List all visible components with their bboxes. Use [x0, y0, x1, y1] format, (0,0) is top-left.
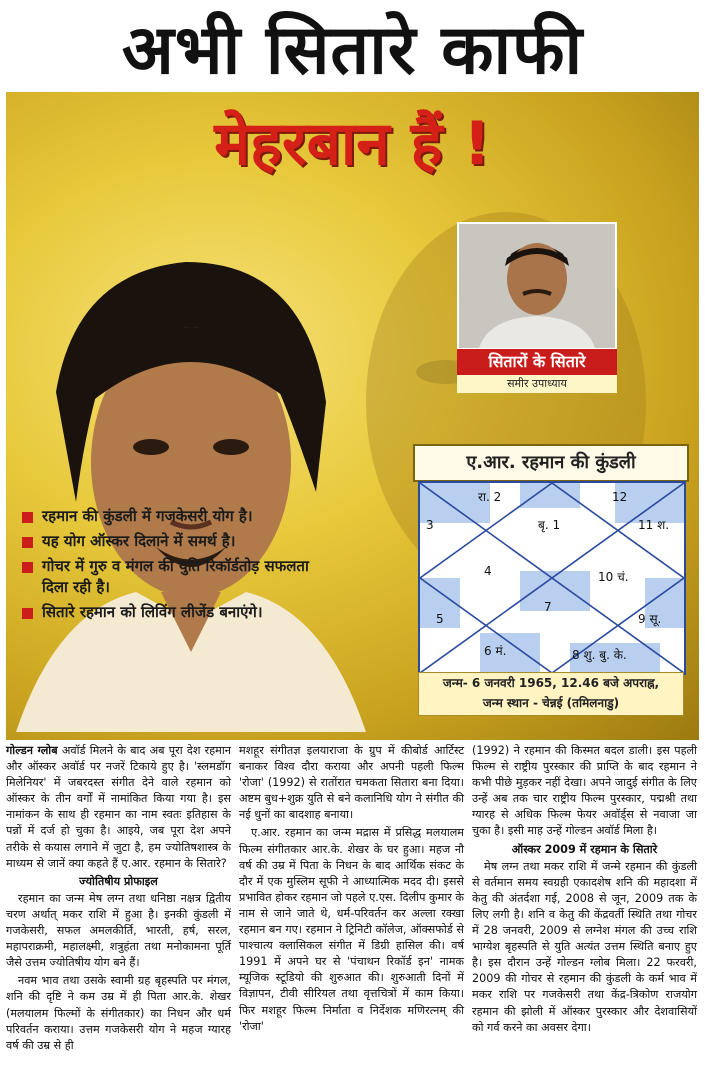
author-avatar — [459, 224, 615, 348]
bullet-item: यह योग ऑस्कर दिलाने में समर्थ है। — [20, 531, 320, 552]
birth-details — [418, 672, 684, 716]
kundli-house-11: 11 श. — [638, 518, 670, 532]
highlight-bullets — [20, 506, 320, 627]
kundli-house-1: बृ. 1 — [538, 518, 561, 532]
article-paragraph — [6, 743, 231, 872]
bullet-item: रहमान की कुंडली में गजकेसरी योग है। — [20, 506, 320, 527]
lead-text: गोल्डन ग्लोब — [6, 744, 58, 757]
article-paragraph: नवम भाव तथा उसके स्वामी ग्रह बृहस्पति पर मंगल, शनि की दृष्टि ने कम उम्र में ही पिता आर.के. शेखर (मलयालम फिल्मों के संगीतकार) का निधन और धर्म परिवर्तन कराया। उत्तम गजकेसरी योग ने महज ग्यारह वर्ष की उम्र से ही — [6, 974, 231, 1052]
author-photo — [457, 222, 617, 350]
column-name: सितारों के सितारे — [488, 352, 586, 371]
article-column-2 — [239, 743, 464, 1089]
article-paragraph: मेष लग्न तथा मकर राशि में जन्मे रहमान की कुंडली से वर्तमान समय स्वग्रही एकादशेष शनि की महादशा में केतु की अंतर्दशा गई, 2008 से जून, 2009 तक के लिए लगी है। शनि व केतु की केंद्रवर्ती स्थिति तथा गोचर में 28 जनवरी, 2009 से लग्नेश मंगल की उच्च राशि भाग्येश बृहस्पति से युति अत्यंत उत्तम स्थिति बनाए हुए है। इस दौरान उन्हें गोल्डन ग्लोब मिला। 22 फरवरी, 2009 की गोचर से रहमान की कुंडली के कर्म भाव में मकर राशि पर गजकेसरी तथा केंद्र-त्रिकोण राजयोग रहमान की झोली में ऑस्कर पुरस्कार और देशवासियों को गर्व करने का अवसर देगा। — [472, 859, 697, 1034]
section-subhead: ऑस्कर 2009 में रहमान के सितारे — [511, 842, 658, 856]
article-paragraph: (1992) ने रहमान की किस्मत बदल डाली। इस पहली फिल्म से राष्ट्रीय पुरस्कार की प्राप्ति के बाद रहमान ने कभी पीछे मुड़कर नहीं देखा। अपने जादुई संगीत के लिए उन्हें अब तक चार राष्ट्रीय फिल्म पुरस्कार, पद्मश्री तथा ग्यारह से अधिक फिल्म फेयर अवॉर्ड्स से नवाजा जा चुका है। इसी माह उन्हें गोल्डन अवॉर्ड मिला है। — [472, 744, 697, 838]
article-column-3 — [472, 743, 697, 1089]
kundli-chart — [418, 481, 686, 675]
headline-line-2: मेहरबान हैं ! — [214, 109, 491, 179]
kundli-house-5: 5 — [436, 612, 444, 626]
kundli-title: ए.आर. रहमान की कुंडली — [413, 444, 689, 482]
headline-line-1: अभी सितारे काफी — [121, 10, 584, 90]
kundli-house-7: 7 — [544, 600, 552, 614]
section-subhead: ज्योतिषीय प्रोफाइल — [79, 874, 158, 888]
feature-banner — [6, 92, 699, 740]
kundli-house-12: 12 — [612, 490, 628, 504]
kundli-house-4: 4 — [484, 564, 492, 578]
article-body — [6, 743, 699, 1089]
article-column-1 — [6, 743, 231, 1089]
birth-place: जन्म स्थान - चेन्नई (तमिलनाडु) — [482, 696, 620, 710]
article-paragraph: रहमान का जन्म मेष लग्न तथा धनिष्ठा नक्षत्र द्वितीय चरण अर्थात् मकर राशि में हुआ है। इनकी कुंडली में गजकेसरी, सफल अमलकीर्ति, भारती, हर्ष, सरल, महापराक्रमी, महालक्ष्मी, शत्रुहंता तथा मनोकामना पूर्ति जैसे उत्तम ज्योतिषीय योग बने हैं। — [6, 891, 231, 970]
birth-date-time: जन्म- 6 जनवरी 1965, 12.46 बजे अपराह्न, — [442, 676, 660, 690]
rahman-portrait — [16, 252, 366, 732]
kundli-house-2: रा. 2 — [478, 490, 502, 504]
kundli-house-9: 9 सू. — [638, 612, 662, 626]
kundli-house-6: 6 मं. — [484, 644, 507, 658]
kundli-house-10: 10 चं. — [598, 570, 629, 584]
bullet-item: सितारे रहमान को लिविंग लीजेंड बनाएंगे। — [20, 602, 320, 623]
article-paragraph: मशहूर संगीतज्ञ इलयाराजा के ग्रुप में कीबोर्ड आर्टिस्ट बनाकर विश्व दौरा कराया और अपनी पहली फिल्म 'रोजा' (1992) से रातोंरात चमकता सितारा बना दिया। अष्टम बुध+शुक्र युति से बने कलानिधि योग ने संगीत की नई धुनों का बादशाह बनाया। — [239, 744, 464, 822]
author-credit — [457, 349, 617, 393]
intro-text: अवॉर्ड मिलने के बाद अब पूरा देश रहमान और ऑस्कर अवॉर्ड पर नजरें टिकाये हुए है। 'स्लमडॉग मिलेनियर' में जबरदस्त संगीत देने वाले रहमान को ऑस्कर के तीन वर्गों में नामांकित किया गया है। इस नामांकन के साथ ही रहमान का नाम स्वतः इतिहास के पन्नों में दर्ज हो चुका है। आइये, जब पूरा देश अपने तरीके से कयास लगाने में जुटा है, हम ज्योतिषशास्त्र के माध्यम से जानें क्या कहते हैं ए.आर. रहमान के सितारे? — [6, 744, 231, 870]
kundli-house-8: 8 शु. बु. के. — [572, 648, 627, 662]
author-name: समीर उपाध्याय — [457, 375, 617, 393]
kundli-house-3: 3 — [426, 518, 434, 532]
bullet-item: गोचर में गुरु व मंगल की युति रिकॉर्डतोड़ सफलता दिला रही है। — [20, 556, 320, 598]
article-paragraph: ए.आर. रहमान का जन्म मद्रास में प्रसिद्ध मलयालम फिल्म संगीतकार आर.के. शेखर के घर हुआ। महज नौ वर्ष की उम्र में पिता के निधन के बाद आर्थिक संकट के दौर में एक मुस्लिम सूफी ने आध्यात्मिक मदद दी। इससे प्रभावित होकर रहमान जो पहले ए.एस. दिलीप कुमार के नाम से जाने जाते थे, धर्म-परिवर्तन कर अल्ला रक्खा रहमान बन गए। रहमान ने ट्रिनिटी कॉलेज, ऑक्सफोर्ड से पाश्चात्य क्लासिकल संगीत में डिग्री हासिल की। वर्ष 1991 में अपने घर से 'पंचाथन रिकॉर्ड इन' नामक म्यूजिक स्टूडियो की शुरुआत की। शुरुआती दिनों में विज्ञापन, टीवी सीरियल तथा वृत्तचित्रों में काम किया। फिर मशहूर फिल्म निर्माता व निर्देशक मणिरत्नम् की 'रोजा' — [239, 826, 464, 1033]
